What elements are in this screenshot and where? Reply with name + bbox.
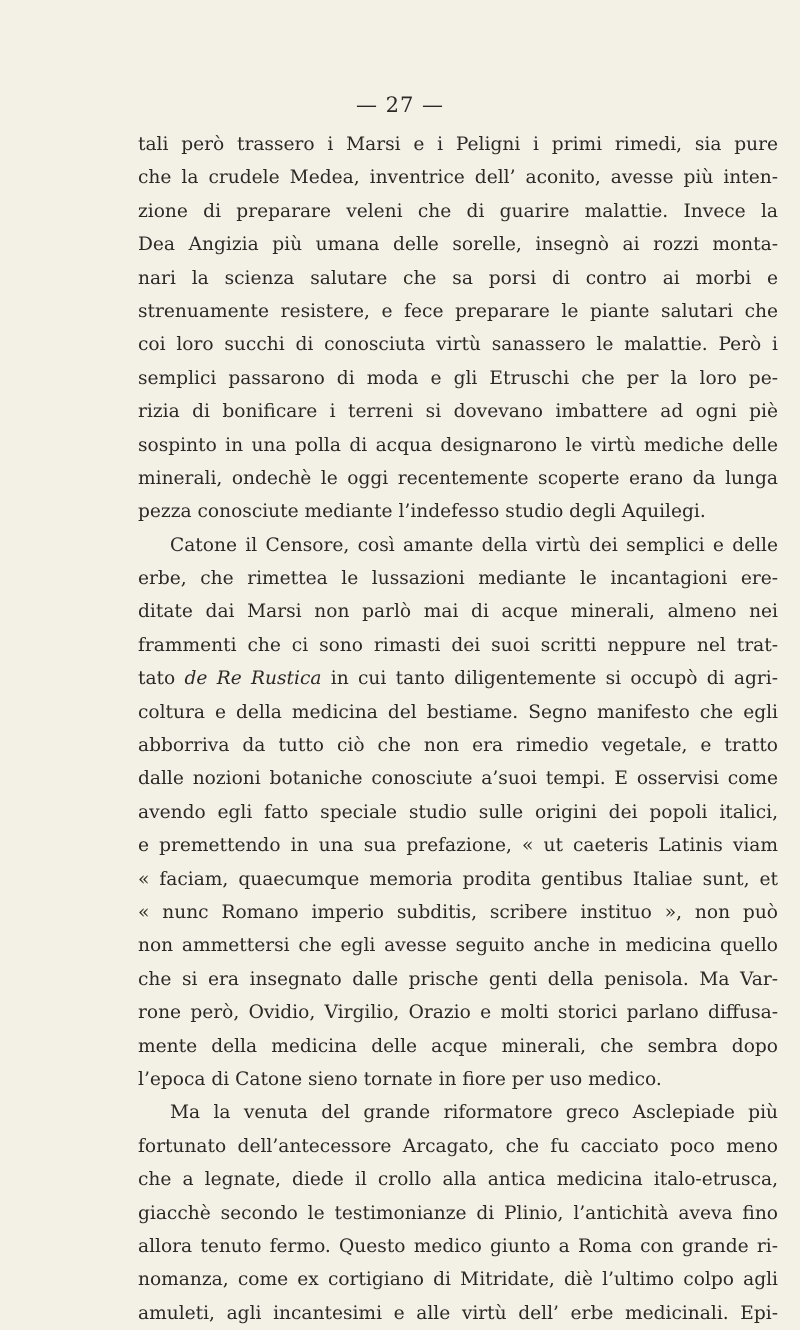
text-line: nomanza, come ex cortigiano di Mitridate, diè l’ultimo colpo agli — [138, 1269, 778, 1291]
text-line: erbe, che rimettea le lussazioni mediante le incantagioni ere- — [138, 568, 778, 590]
italic-title: de Re Rustica — [184, 668, 322, 690]
text-line: semplici passarono di moda e gli Etruschi che per la loro pe- — [138, 367, 778, 389]
text-line: ditate dai Marsi non parlò mai di acque minerali, almeno nei — [138, 601, 778, 623]
text-line: Dea Angizia più umana delle sorelle, insegnò ai rozzi monta- — [138, 234, 778, 256]
text-line: che si era insegnato dalle prische genti della penisola. Ma Var- — [138, 968, 778, 990]
text-line: l’epoca di Catone sieno tornate in fiore per uso medico. — [138, 1068, 662, 1090]
text-line: giacchè secondo le testimonianze di Plinio, l’antichità aveva fino — [138, 1202, 778, 1224]
text-line: sospinto in una polla di acqua designarono le virtù mediche delle — [138, 434, 778, 456]
body-text — [138, 128, 778, 1330]
text-line: coi loro succhi di conosciuta virtù sanassero le malattie. Però i — [138, 334, 778, 356]
text-line: dalle nozioni botaniche conosciute a’suoi tempi. E osservisi come — [138, 768, 778, 790]
text-line: frammenti che ci sono rimasti dei suoi scritti neppure nel trat- — [138, 634, 778, 656]
text-line: fortunato dell’antecessore Arcagato, che fu cacciato poco meno — [138, 1135, 778, 1157]
text-line: avendo egli fatto speciale studio sulle origini dei popoli italici, — [138, 801, 778, 823]
text-line: tali però trassero i Marsi e i Peligni i primi rimedi, sia pure — [138, 134, 778, 155]
text-line: non ammettersi che egli avesse seguito anche in medicina quello — [138, 935, 778, 957]
text-line: allora tenuto fermo. Questo medico giunto a Roma con grande ri- — [138, 1235, 778, 1257]
text-line: strenuamente resistere, e fece preparare le piante salutari che — [138, 300, 778, 322]
text-run: tato — [138, 668, 185, 690]
text-line: rone però, Ovidio, Virgilio, Orazio e molti storici parlano diffusa- — [138, 1002, 778, 1024]
text-line: rizia di bonificare i terreni si dovevano imbattere ad ogni piè — [138, 401, 778, 423]
text-line: Ma la venuta del grande riformatore greco Asclepiade più — [170, 1102, 778, 1124]
text-line: abborriva da tutto ciò che non era rimedio vegetale, e tratto — [138, 735, 778, 757]
text-line: Catone il Censore, così amante della virtù dei semplici e delle — [170, 534, 778, 556]
text-line: coltura e della medicina del bestiame. Segno manifesto che egli — [138, 701, 778, 723]
text-line: zione di preparare veleni che di guarire malattie. Invece la — [138, 200, 778, 222]
page-number: — 27 — — [355, 93, 445, 117]
text-line: amuleti, agli incantesimi e alle virtù dell’ erbe medicinali. Epi- — [138, 1302, 778, 1324]
text-line: e premettendo in una sua prefazione, « ut caeteris Latinis viam — [138, 835, 778, 857]
text-line: pezza conosciute mediante l’indefesso studio degli Aquilegi. — [138, 501, 706, 523]
text-line: « faciam, quaecumque memoria prodita gentibus Italiae sunt, et — [138, 868, 778, 890]
text-line: che la crudele Medea, inventrice dell’ aconito, avesse più inten- — [138, 167, 778, 189]
text-line: nari la scienza salutare che sa porsi di contro ai morbi e — [138, 267, 778, 289]
text-line: mente della medicina delle acque minerali, che sembra dopo — [138, 1035, 778, 1057]
text-line — [138, 662, 778, 695]
text-line: « nunc Romano imperio subditis, scribere instituo », non può — [138, 901, 778, 923]
text-line: che a legnate, diede il crollo alla antica medicina italo-etrusca, — [138, 1169, 778, 1191]
text-line: minerali, ondechè le oggi recentemente scoperte erano da lunga — [138, 467, 778, 489]
text-run: in cui tanto diligentemente si occupò di agri- — [321, 668, 778, 690]
